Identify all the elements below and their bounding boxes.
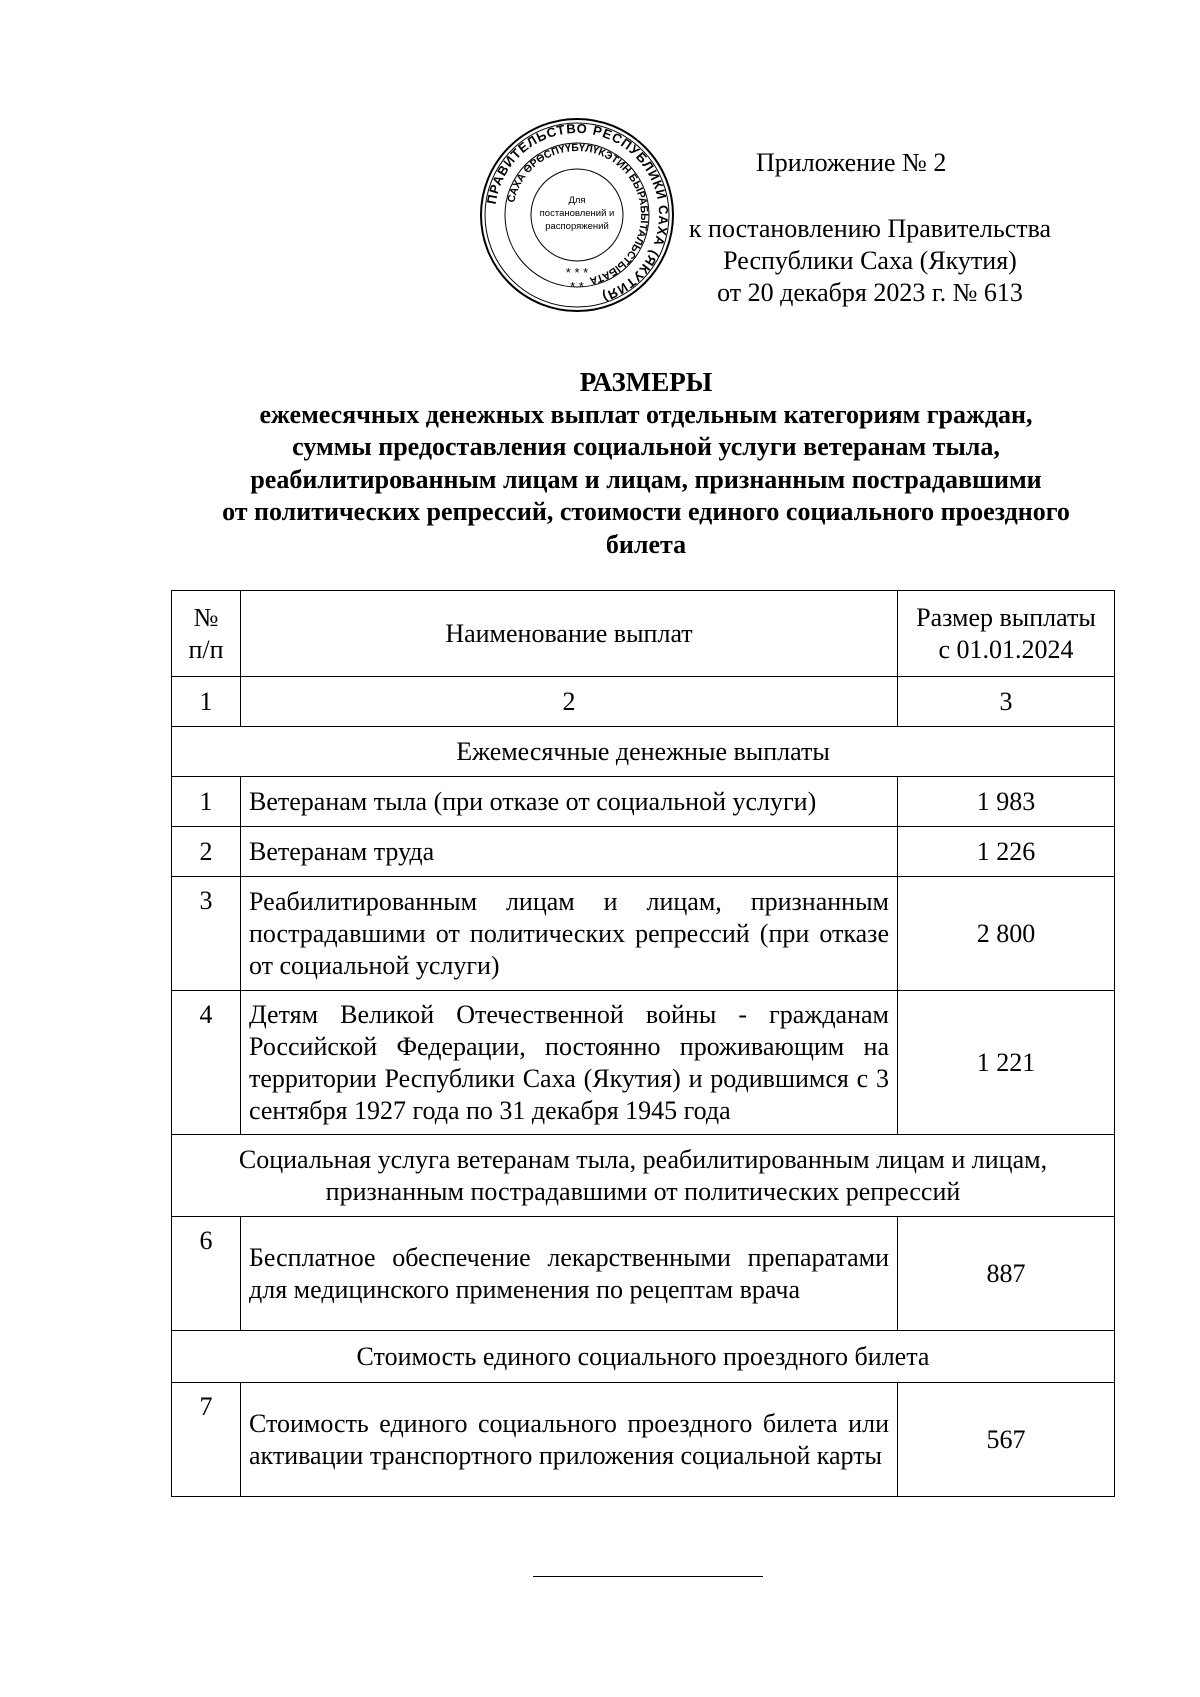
seal-icon [479,117,675,313]
column-number: 1 [172,677,241,727]
row-amount: 567 [898,1383,1115,1497]
annex-authority: Республики Саха (Якутия) [723,246,1017,275]
section-social-service [172,1135,1115,1217]
svg-text:САХА ӨРӨСПҮҮБҮЛҮКЭТИН БЫРАБЫТА: САХА ӨРӨСПҮҮБҮЛҮКЭТИН БЫРАБЫТАЛЬСТЫБАТА [505,141,651,287]
title-line: реабилитированным лицам и лицам, признанным пострадавшими [250,464,1042,494]
svg-text:ПРАВИТЕЛЬСТВО РЕСПУБЛИКИ САХА: ПРАВИТЕЛЬСТВО РЕСПУБЛИКИ САХА (ЯКУТИЯ) [483,120,672,305]
annex-number: Приложение № 2 [756,148,947,177]
row-name: Ветеранам тыла (при отказе от социальной услуги) [241,777,898,827]
title-main: РАЗМЕРЫ [579,367,713,397]
row-name: Реабилитированным лицам и лицам, признанным пострадавшими от политических репрессий (при отказе от социальной услуги) [241,877,898,991]
row-name: Детям Великой Отечественной войны - гражданам Российской Федерации, постоянно проживающим на территории Республики Саха (Якутия) и родившимся с 3 сентября 1927 года по 31 декабря 1945 года [241,991,898,1135]
svg-text:распоряжений: распоряжений [545,221,609,232]
row-amount: 1 221 [898,991,1115,1135]
row-amount: 1 983 [898,777,1115,827]
section-monthly-payments: Ежемесячные денежные выплаты [172,727,1115,777]
row-amount: 2 800 [898,877,1115,991]
section-row [172,1135,1115,1217]
section-row [172,1331,1115,1383]
table-row [172,1383,1115,1497]
svg-text:* * *: * * * [565,265,589,280]
payments-table [171,590,1115,1497]
row-number: 4 [172,991,241,1135]
column-number: 3 [898,677,1115,727]
svg-text:Для: Для [568,195,586,206]
row-name: Бесплатное обеспечение лекарственными препаратами для медицинского применения по рецептам врача [241,1217,898,1331]
svg-text:постановлений и: постановлений и [539,208,615,219]
section-line: признанным пострадавшими от политических репрессий [325,1176,961,1206]
table-row [172,877,1115,991]
title-line: ежемесячных денежных выплат отдельным категориям граждан, [259,399,1033,429]
section-row [172,727,1115,777]
row-number: 7 [172,1383,241,1497]
table-row [172,777,1115,827]
column-number: 2 [241,677,898,727]
row-amount: 887 [898,1217,1115,1331]
row-number: 1 [172,777,241,827]
document-title [120,366,1172,561]
column-number-row [172,677,1115,727]
row-number: 3 [172,877,241,991]
title-line: билета [605,529,687,559]
row-amount: 1 226 [898,827,1115,877]
annex-reference: к постановлению Правительства [688,214,1052,243]
end-divider [533,1576,763,1577]
table-header-row [172,591,1115,677]
annex-date: от 20 декабря 2023 г. № 613 [717,278,1023,307]
header-amount-date: с 01.01.2024 [938,634,1074,664]
title-line: от политических репрессий, стоимости единого социального проездного [222,497,1070,526]
header-number-abbr: п/п [188,634,224,664]
table-row [172,991,1115,1135]
table-row [172,1217,1115,1331]
row-number: 2 [172,827,241,877]
header-amount-label: Размер выплаты [916,602,1096,632]
row-number: 6 [172,1217,241,1331]
row-name: Стоимость единого социального проездного билета или активации транспортного приложения социальной карты [241,1383,898,1497]
svg-text:* *: * * [570,279,584,294]
row-name: Ветеранам труда [241,827,898,877]
section-line: Социальная услуга ветеранам тыла, реабилитированным лицам и лицам, [238,1144,1048,1174]
header-name: Наименование выплат [241,591,898,677]
header-number [172,591,241,677]
official-seal [479,117,675,313]
header-amount [898,591,1115,677]
header-number-sign: № [193,602,219,632]
section-travel-ticket: Стоимость единого социального проездного билета [172,1331,1115,1383]
table-row [172,827,1115,877]
title-line: суммы предоставления социальной услуги ветеранам тыла, [292,432,1000,461]
